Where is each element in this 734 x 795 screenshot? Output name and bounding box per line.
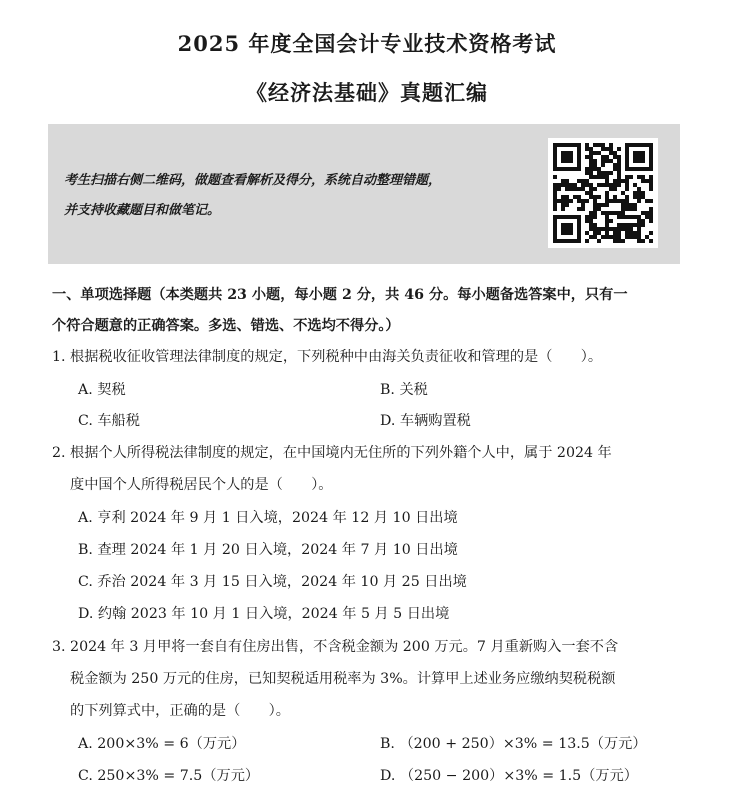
answer-option[interactable]: A. 契税 [78,382,126,398]
answer-option[interactable]: B. 关税 [380,382,428,398]
question-stem: 2. 根据个人所得税法律制度的规定，在中国境内无住所的下列外籍个人中，属于 2024 年 [52,445,612,461]
question-stem: 3. 2024 年 3 月甲将一套自有住房出售，不含税金额为 200 万元。7 月重新购入一套不含 [52,639,619,655]
answer-option[interactable]: D. 约翰 2023 年 10 月 1 日入境，2024 年 5 月 5 日出境 [78,606,450,622]
answer-option[interactable]: C. 车船税 [78,413,140,429]
notice-line: 考生扫描右侧二维码，做题查看解析及得分，系统自动整理错题， [64,173,442,188]
answer-option[interactable]: A. 亨利 2024 年 9 月 1 日入境，2024 年 12 月 10 日出境 [78,510,458,526]
notice-text [64,166,534,226]
notice-line: 并支持收藏题目和做笔记。 [64,203,221,218]
answer-option[interactable]: B. （200 + 250）×3% = 13.5（万元） [380,736,647,752]
answer-option[interactable]: D. 车辆购置税 [380,413,471,429]
qr-code-graphic [548,138,658,248]
answer-option[interactable]: A. 200×3% = 6（万元） [78,736,246,752]
answer-option[interactable]: B. 查理 2024 年 1 月 20 日入境，2024 年 7 月 10 日出境 [78,542,458,558]
document-title: 2025 年度全国会计专业技术资格考试 [177,31,557,56]
answer-option[interactable]: C. 250×3% = 7.5（万元） [78,768,260,784]
question-stem: 税金额为 250 万元的住房，已知契税适用税率为 3%。计算甲上述业务应缴纳契税税额 [70,671,616,687]
answer-option[interactable]: D. （250 − 200）×3% = 1.5（万元） [380,768,638,784]
section-header: 个符合题意的正确答案。多选、错选、不选均不得分。） [52,318,400,334]
section-header: 一、单项选择题（本类题共 23 小题，每小题 2 分，共 46 分。每小题备选答案中，只有一 [52,287,628,303]
question-stem: 1. 根据税收征收管理法律制度的规定，下列税种中由海关负责征收和管理的是（ ）。 [52,349,603,365]
answer-option[interactable]: C. 乔治 2024 年 3 月 15 日入境，2024 年 10 月 25 日出境 [78,574,467,590]
document-subtitle: 《经济法基础》真题汇编 [246,80,488,105]
question-stem: 的下列算式中，正确的是（ ）。 [70,703,290,719]
qr-code-icon[interactable] [548,138,658,248]
question-stem: 度中国个人所得税居民个人的是（ ）。 [70,477,333,493]
